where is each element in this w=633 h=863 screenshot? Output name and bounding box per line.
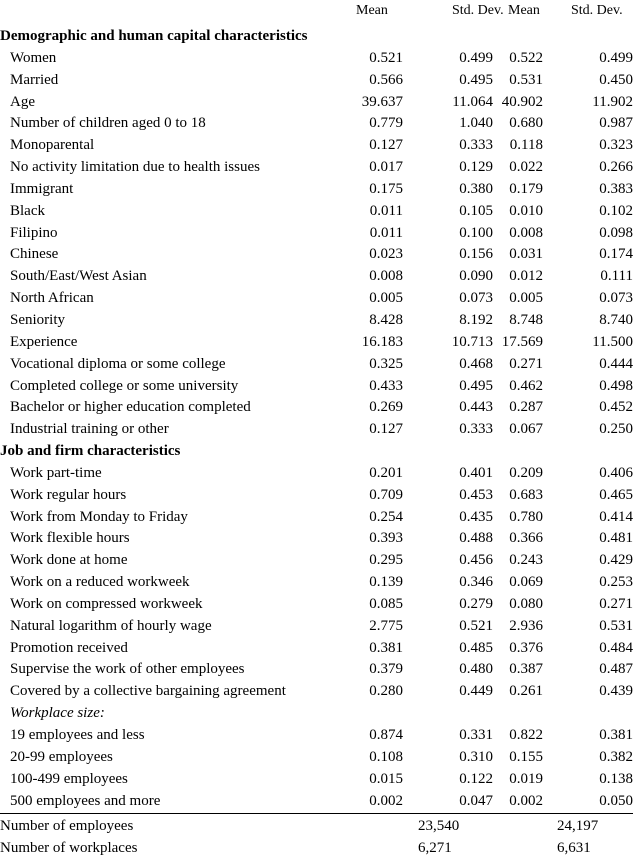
cell-std-dev-2: 0.499 — [599, 49, 633, 66]
cell-std-dev-2: 0.111 — [600, 268, 633, 285]
cell-std-dev-1: 10.713 — [451, 333, 493, 350]
table-row — [0, 572, 633, 594]
cell-mean-1: 0.201 — [369, 464, 403, 481]
cell-std-dev-1: 0.346 — [459, 574, 493, 591]
row-label: Vocational diploma or some college — [10, 355, 226, 372]
cell-mean-1: 0.874 — [369, 727, 403, 743]
cell-mean-1: 0.002 — [369, 792, 403, 809]
cell-std-dev-2: 0.481 — [599, 530, 633, 547]
cell-mean-1: 0.085 — [369, 595, 403, 612]
footer-label: Number of workplaces — [0, 840, 138, 857]
row-label: Promotion received — [10, 639, 128, 656]
cell-std-dev-2: 0.381 — [599, 727, 633, 743]
table-footer — [0, 816, 633, 860]
cell-mean-2: 0.005 — [509, 290, 543, 307]
cell-std-dev-1: 0.333 — [459, 421, 493, 438]
cell-mean-1: 0.127 — [369, 421, 403, 438]
cell-mean-1: 0.254 — [369, 508, 403, 525]
table-row — [0, 70, 633, 92]
row-label: 19 employees and less — [10, 727, 145, 743]
cell-mean-2: 0.069 — [509, 574, 543, 591]
table-row — [0, 201, 633, 223]
subsection-heading-row — [0, 703, 633, 725]
cell-std-dev-2: 0.987 — [599, 115, 633, 132]
row-label: Work regular hours — [10, 486, 127, 503]
header-std-dev-1: Std. Dev. — [452, 3, 504, 18]
row-label: Work flexible hours — [10, 530, 130, 547]
cell-std-dev-1: 0.090 — [459, 268, 493, 285]
cell-std-dev-2: 0.174 — [599, 246, 633, 263]
table-row — [0, 354, 633, 376]
cell-mean-1: 0.017 — [369, 159, 403, 176]
cell-mean-2: 0.080 — [509, 595, 543, 612]
table-row — [0, 550, 633, 572]
row-label: 100-499 employees — [10, 770, 128, 787]
table-row — [0, 113, 633, 135]
cell-std-dev-1: 0.495 — [459, 71, 493, 88]
row-label: Work part-time — [10, 464, 102, 481]
table-row — [0, 616, 633, 638]
table-row — [0, 135, 633, 157]
cell-std-dev-1: 0.047 — [459, 792, 493, 809]
table-row — [0, 266, 633, 288]
cell-std-dev-2: 0.429 — [599, 552, 633, 569]
row-label: Industrial training or other — [10, 421, 169, 438]
cell-mean-1: 2.775 — [369, 617, 403, 634]
cell-mean-2: 0.155 — [509, 748, 543, 765]
row-label: Bachelor or higher education completed — [10, 399, 251, 416]
cell-std-dev-2: 0.266 — [599, 159, 633, 176]
cell-std-dev-1: 0.456 — [459, 552, 493, 569]
cell-std-dev-1: 1.040 — [459, 115, 493, 132]
table-row — [0, 376, 633, 398]
row-label: Completed college or some university — [10, 377, 239, 394]
cell-mean-1: 0.381 — [369, 639, 403, 656]
row-label: 20-99 employees — [10, 748, 113, 765]
cell-mean-1: 39.637 — [361, 93, 403, 110]
cell-mean-2: 0.387 — [509, 661, 543, 678]
row-label: Number of children aged 0 to 18 — [10, 115, 206, 132]
row-label: Immigrant — [10, 180, 74, 197]
cell-std-dev-1: 0.129 — [459, 159, 493, 176]
cell-mean-1: 0.008 — [369, 268, 403, 285]
cell-mean-2: 0.002 — [509, 792, 543, 809]
table-row — [0, 157, 633, 179]
header-mean-2: Mean — [508, 3, 540, 18]
cell-std-dev-1: 0.105 — [459, 202, 493, 219]
cell-mean-1: 0.779 — [369, 115, 403, 132]
cell-mean-1: 0.566 — [369, 71, 403, 88]
table-row — [0, 528, 633, 550]
cell-mean-2: 0.271 — [509, 355, 543, 372]
cell-std-dev-2: 0.323 — [599, 137, 633, 154]
cell-mean-1: 0.269 — [369, 399, 403, 416]
cell-mean-2: 0.067 — [509, 421, 543, 438]
footer-value-1: 6,271 — [418, 840, 452, 857]
cell-mean-2: 0.683 — [509, 486, 543, 503]
footer-value-2: 6,631 — [557, 840, 591, 857]
cell-std-dev-1: 0.468 — [459, 355, 493, 372]
table-row — [0, 397, 633, 419]
cell-std-dev-1: 0.122 — [459, 770, 493, 787]
row-label: Monoparental — [10, 137, 95, 154]
cell-mean-2: 0.376 — [509, 639, 543, 656]
row-label: Chinese — [10, 246, 59, 263]
cell-mean-2: 0.010 — [509, 202, 543, 219]
table-row — [0, 244, 633, 266]
table-row — [0, 681, 633, 703]
cell-mean-2: 2.936 — [509, 617, 543, 634]
row-label: Women — [10, 49, 57, 66]
cell-mean-2: 0.019 — [509, 770, 543, 787]
cell-mean-1: 0.325 — [369, 355, 403, 372]
cell-mean-2: 0.008 — [509, 224, 543, 241]
footer-value-2: 24,197 — [557, 818, 599, 835]
table-row — [0, 769, 633, 791]
cell-mean-1: 0.433 — [369, 377, 403, 394]
row-label: Supervise the work of other employees — [10, 661, 245, 678]
table-row — [0, 419, 633, 441]
cell-mean-2: 17.569 — [501, 333, 543, 350]
cell-mean-1: 0.015 — [369, 770, 403, 787]
row-label: Experience — [10, 333, 78, 350]
table-row — [0, 638, 633, 660]
cell-std-dev-2: 0.138 — [599, 770, 633, 787]
row-label: Natural logarithm of hourly wage — [10, 617, 212, 634]
table-row — [0, 179, 633, 201]
cell-mean-1: 0.379 — [369, 661, 403, 678]
cell-std-dev-1: 0.100 — [459, 224, 493, 241]
cell-mean-2: 0.261 — [509, 683, 543, 700]
cell-std-dev-1: 0.156 — [459, 246, 493, 263]
section-label: Demographic and human capital characteristics — [0, 28, 308, 44]
footer-row — [0, 838, 633, 860]
footer-value-1: 23,540 — [418, 818, 460, 835]
cell-mean-2: 40.902 — [501, 93, 543, 110]
cell-std-dev-2: 0.414 — [599, 508, 633, 525]
header-std-dev-2: Std. Dev. — [571, 3, 623, 18]
cell-std-dev-2: 0.250 — [599, 421, 633, 438]
cell-mean-2: 0.012 — [509, 268, 543, 285]
cell-mean-1: 0.011 — [369, 224, 403, 241]
cell-mean-1: 0.295 — [369, 552, 403, 569]
cell-mean-2: 0.462 — [509, 377, 543, 394]
footer-label: Number of employees — [0, 818, 134, 835]
table-row — [0, 48, 633, 70]
cell-mean-1: 8.428 — [369, 311, 403, 328]
row-label: Work from Monday to Friday — [10, 508, 188, 525]
table-row — [0, 594, 633, 616]
table-row — [0, 725, 633, 747]
table-row — [0, 92, 633, 114]
cell-std-dev-2: 0.383 — [599, 180, 633, 197]
cell-mean-1: 0.175 — [369, 180, 403, 197]
cell-std-dev-2: 0.444 — [599, 355, 633, 372]
cell-mean-2: 0.209 — [509, 464, 543, 481]
cell-std-dev-1: 0.331 — [459, 727, 493, 743]
cell-mean-1: 0.127 — [369, 137, 403, 154]
table-row — [0, 223, 633, 245]
table-row — [0, 507, 633, 529]
row-label: Filipino — [10, 224, 58, 241]
row-label: No activity limitation due to health issues — [10, 159, 260, 176]
footer-row — [0, 816, 633, 838]
row-label: North African — [10, 290, 94, 307]
cell-std-dev-1: 0.435 — [459, 508, 493, 525]
cell-std-dev-2: 11.902 — [592, 93, 633, 110]
cell-mean-2: 0.022 — [509, 159, 543, 176]
section-heading-row — [0, 441, 633, 463]
cell-mean-1: 0.521 — [369, 49, 403, 66]
cell-std-dev-2: 0.531 — [599, 617, 633, 634]
row-label: South/East/West Asian — [10, 268, 147, 285]
row-label: Married — [10, 71, 59, 88]
cell-std-dev-2: 0.271 — [599, 595, 633, 612]
cell-std-dev-2: 0.465 — [599, 486, 633, 503]
cell-mean-2: 0.531 — [509, 71, 543, 88]
cell-mean-1: 0.139 — [369, 574, 403, 591]
cell-mean-1: 0.023 — [369, 246, 403, 263]
cell-std-dev-1: 0.485 — [459, 639, 493, 656]
cell-std-dev-2: 0.498 — [599, 377, 633, 394]
cell-std-dev-1: 0.401 — [459, 464, 493, 481]
row-label: Work on a reduced workweek — [10, 574, 190, 591]
cell-std-dev-1: 0.521 — [459, 617, 493, 634]
table-row — [0, 332, 633, 354]
cell-mean-2: 0.243 — [509, 552, 543, 569]
cell-mean-2: 0.287 — [509, 399, 543, 416]
cell-std-dev-1: 11.064 — [452, 93, 493, 110]
cell-std-dev-1: 0.310 — [459, 748, 493, 765]
cell-std-dev-1: 0.073 — [459, 290, 493, 307]
cell-std-dev-2: 0.484 — [599, 639, 633, 656]
table-row — [0, 659, 633, 681]
cell-std-dev-2: 8.740 — [599, 311, 633, 328]
cell-std-dev-2: 0.406 — [599, 464, 633, 481]
header-mean-1: Mean — [356, 3, 388, 18]
cell-mean-1: 0.108 — [369, 748, 403, 765]
section-label: Job and firm characteristics — [0, 443, 181, 460]
cell-std-dev-2: 0.102 — [599, 202, 633, 219]
cell-std-dev-1: 0.380 — [459, 180, 493, 197]
cell-std-dev-1: 0.495 — [459, 377, 493, 394]
cell-std-dev-2: 0.452 — [599, 399, 633, 416]
cell-mean-1: 0.280 — [369, 683, 403, 700]
row-label: Covered by a collective bargaining agreement — [10, 683, 286, 700]
cell-std-dev-2: 0.098 — [599, 224, 633, 241]
table-row — [0, 791, 633, 813]
cell-std-dev-1: 0.449 — [459, 683, 493, 700]
cell-mean-2: 0.680 — [509, 115, 543, 132]
cell-mean-2: 0.522 — [509, 49, 543, 66]
row-label: Seniority — [10, 311, 65, 328]
cell-std-dev-1: 0.480 — [459, 661, 493, 678]
row-label: 500 employees and more — [10, 792, 161, 809]
cell-std-dev-2: 0.073 — [599, 290, 633, 307]
cell-std-dev-1: 0.488 — [459, 530, 493, 547]
cell-std-dev-1: 0.443 — [459, 399, 493, 416]
cell-std-dev-2: 0.382 — [599, 748, 633, 765]
cell-mean-2: 0.780 — [509, 508, 543, 525]
row-label: Work done at home — [10, 552, 128, 569]
cell-mean-1: 0.709 — [369, 486, 403, 503]
cell-mean-1: 16.183 — [361, 333, 403, 350]
row-label: Black — [10, 202, 45, 219]
cell-mean-2: 0.366 — [509, 530, 543, 547]
cell-mean-2: 8.748 — [509, 311, 543, 328]
cell-std-dev-2: 0.439 — [599, 683, 633, 700]
cell-std-dev-1: 0.453 — [459, 486, 493, 503]
cell-std-dev-1: 0.333 — [459, 137, 493, 154]
table-row — [0, 310, 633, 332]
cell-mean-2: 0.179 — [509, 180, 543, 197]
row-label: Work on compressed workweek — [10, 595, 203, 612]
table-row — [0, 288, 633, 310]
cell-std-dev-1: 0.499 — [459, 49, 493, 66]
cell-mean-1: 0.005 — [369, 290, 403, 307]
cell-mean-2: 0.822 — [509, 727, 543, 743]
table-row — [0, 747, 633, 769]
table-row — [0, 463, 633, 485]
section-label: Workplace size: — [10, 705, 105, 722]
cell-mean-1: 0.393 — [369, 530, 403, 547]
table-body — [0, 26, 633, 812]
table-divider — [0, 813, 633, 814]
cell-std-dev-2: 0.487 — [599, 661, 633, 678]
table-row — [0, 485, 633, 507]
section-heading-row — [0, 26, 633, 48]
cell-std-dev-2: 0.253 — [599, 574, 633, 591]
cell-std-dev-1: 8.192 — [459, 311, 493, 328]
table-header — [0, 0, 633, 26]
cell-std-dev-2: 0.050 — [599, 792, 633, 809]
cell-mean-1: 0.011 — [369, 202, 403, 219]
cell-mean-2: 0.031 — [509, 246, 543, 263]
cell-std-dev-1: 0.279 — [459, 595, 493, 612]
row-label: Age — [10, 93, 35, 110]
cell-mean-2: 0.118 — [509, 137, 543, 154]
cell-std-dev-2: 11.500 — [592, 333, 633, 350]
cell-std-dev-2: 0.450 — [599, 71, 633, 88]
